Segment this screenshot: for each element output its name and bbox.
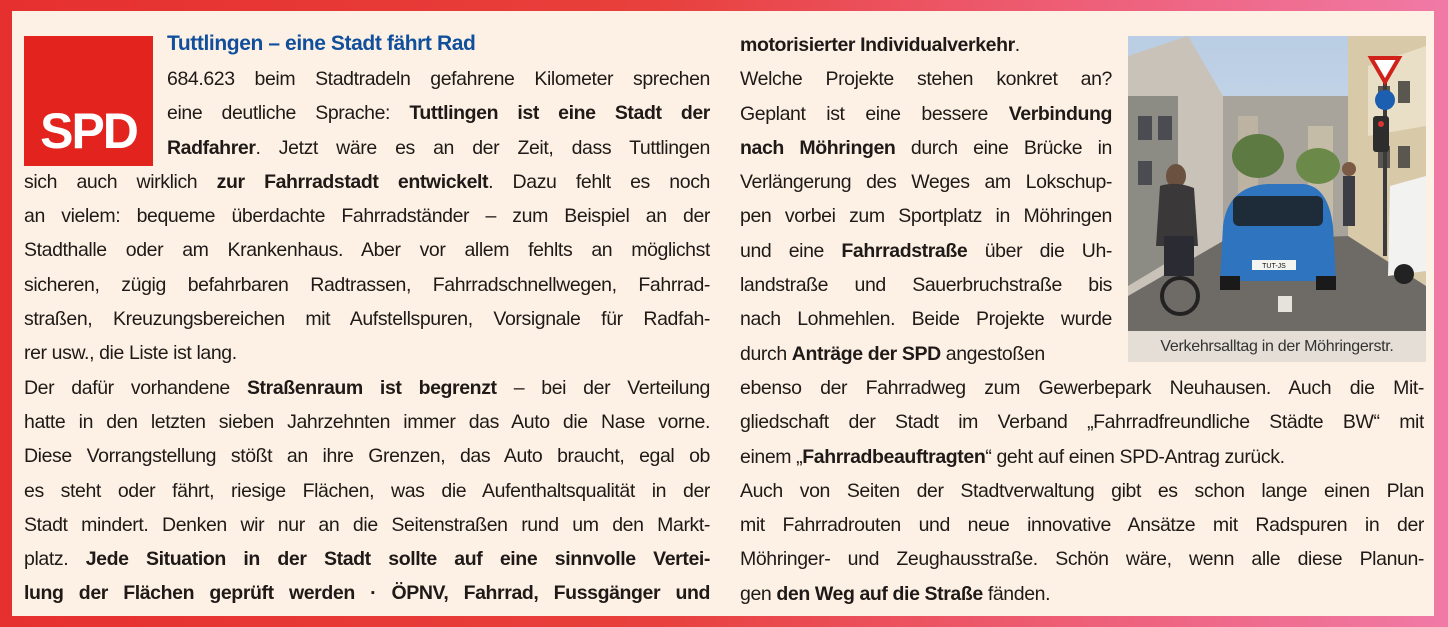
text: angestoßen (940, 342, 1045, 365)
text: sicheren, zügig befahrbaren Radtrassen, Fahrradschnellwegen, Fahrrad- (24, 273, 710, 296)
text: durch (740, 342, 792, 365)
text: sich auch wirklich (24, 170, 217, 193)
text: Stadt mindert. Denken wir nur an die Seitenstraßen rund um den Markt- (24, 513, 710, 536)
text: Auch von Seiten der Stadtverwaltung gibt es schon lange einen Plan (740, 479, 1424, 502)
mid-col-line (740, 97, 1112, 131)
left-col-line (167, 131, 710, 165)
text: rer usw., die Liste ist lang. (24, 342, 237, 365)
text: durch eine Brücke in (895, 136, 1112, 159)
mid-col-line (740, 165, 1112, 199)
bottom-col-line (740, 440, 1424, 474)
mid-col-line (740, 234, 1112, 268)
mid-col-line (740, 268, 1112, 302)
text: es steht oder fährt, riesige Flächen, was die Aufenthaltsqualität in der (24, 479, 710, 502)
text: straßen, Kreuzungsbereichen mit Aufstellspuren, Vorsignale für Radfah- (24, 308, 710, 331)
bold-text: Straßenraum ist begrenzt (246, 376, 497, 399)
middle-column (740, 28, 1112, 371)
bold-text: nach Möhringen (740, 136, 896, 159)
text: an vielem: bequeme überdachte Fahrradständer – zum Beispiel an der (24, 205, 710, 228)
right-column-bottom (740, 371, 1424, 611)
left-col-line (24, 233, 710, 267)
text: pen vorbei zum Sportplatz in Möhringen (740, 205, 1112, 228)
bold-text: Radfahrer (167, 136, 256, 159)
text: “ geht auf einen SPD-Antrag zurück. (985, 445, 1285, 468)
mid-col-line (740, 302, 1112, 336)
bold-text: Fahrradbeauftragten (802, 445, 986, 468)
text: gliedschaft der Stadt im Verband „Fahrradfreundliche Städte BW“ mit (740, 411, 1424, 434)
text: gen (740, 582, 777, 605)
text: Möhringer- und Zeughausstraße. Schön wäre, wenn alle diese Planun- (740, 548, 1424, 571)
text: – bei der Verteilung (496, 376, 710, 399)
bold-text: lung der Flächen geprüft werden · ÖPNV, Fahrrad, Fussgänger und (24, 582, 710, 605)
left-col-line (24, 474, 710, 508)
text: fänden. (982, 582, 1051, 605)
text: . Jetzt wäre es an der Zeit, dass Tuttlingen (255, 136, 710, 159)
text: eine deutliche Sprache: (167, 102, 410, 125)
text: Diese Vorrangstellung stößt an ihre Grenzen, das Auto braucht, egal ob (24, 445, 710, 468)
bold-text: Anträge der SPD (791, 342, 941, 365)
mid-col-line (740, 131, 1112, 165)
spd-logo-text: SPD (40, 103, 137, 159)
left-col-line (167, 96, 710, 130)
bold-text: den Weg auf die Straße (776, 582, 983, 605)
left-col-line (24, 199, 710, 233)
text: 684.623 beim Stadtradeln gefahrene Kilometer sprechen (167, 68, 710, 90)
bottom-col-line (740, 474, 1424, 508)
mid-col-line (740, 28, 1112, 62)
text: Der dafür vorhandene (24, 376, 247, 399)
left-col-line (167, 62, 710, 96)
text: und eine (740, 239, 842, 262)
text: Geplant ist eine bessere (740, 102, 1009, 125)
left-col-line (24, 439, 710, 473)
bold-text: Tuttlingen ist eine Stadt der (409, 102, 710, 125)
left-col-line (24, 405, 710, 439)
text: . (1014, 34, 1020, 56)
text: ebenso der Fahrradweg zum Gewerbepark Neuhausen. Auch die Mit- (740, 377, 1424, 399)
photo-caption: Verkehrsalltag in der Möhringerstr. (1128, 331, 1426, 362)
bottom-col-line (740, 405, 1424, 439)
text: über die Uh- (967, 239, 1112, 262)
left-col-line (24, 336, 710, 370)
text: Verlängerung des Weges am Lokschup- (740, 171, 1112, 194)
left-col-line (24, 371, 710, 405)
left-col-line (24, 542, 710, 576)
bottom-col-line (740, 508, 1424, 542)
left-col-line (24, 268, 710, 302)
text: einem „ (740, 445, 803, 468)
text: nach Lohmehlen. Beide Projekte wurde (740, 308, 1112, 331)
bold-text: Verbindung (1008, 102, 1112, 125)
bottom-col-line (740, 542, 1424, 576)
text: Stadthalle oder am Krankenhaus. Aber vor allem fehlts an möglichst (24, 239, 710, 262)
bottom-col-line (740, 371, 1424, 405)
left-col-line (24, 165, 710, 199)
bold-text: zur Fahrradstadt entwickelt (216, 170, 489, 193)
left-col-line (24, 508, 710, 542)
left-col-line (24, 302, 710, 336)
text: hatte in den letzten sieben Jahrzehnten immer das Auto die Nase vorne. (24, 410, 710, 433)
text: landstraße und Sauerbruchstraße bis (740, 274, 1112, 297)
mid-col-line (740, 337, 1112, 371)
bold-text: Fahrradstraße (841, 239, 968, 262)
text: mit Fahrradrouten und neue innovative Ansätze mit Radspuren in der (740, 514, 1424, 537)
mid-col-line (740, 62, 1112, 96)
bold-text: Jede Situation in der Stadt sollte auf eine sinnvolle Vertei- (85, 548, 710, 571)
article-title: Tuttlingen – eine Stadt fährt Rad (167, 32, 476, 55)
street-photo (1128, 36, 1426, 331)
bottom-col-line (740, 577, 1424, 611)
left-col-line (24, 576, 710, 610)
left-column (24, 62, 710, 611)
bold-text: motorisierter Individualverkehr (740, 34, 1015, 56)
mid-col-line (740, 199, 1112, 233)
text: platz. (24, 548, 86, 571)
license-plate: TUT-JS (1262, 263, 1286, 270)
text: . Dazu fehlt es noch (488, 170, 710, 193)
text: Welche Projekte stehen konkret an? (740, 68, 1112, 91)
